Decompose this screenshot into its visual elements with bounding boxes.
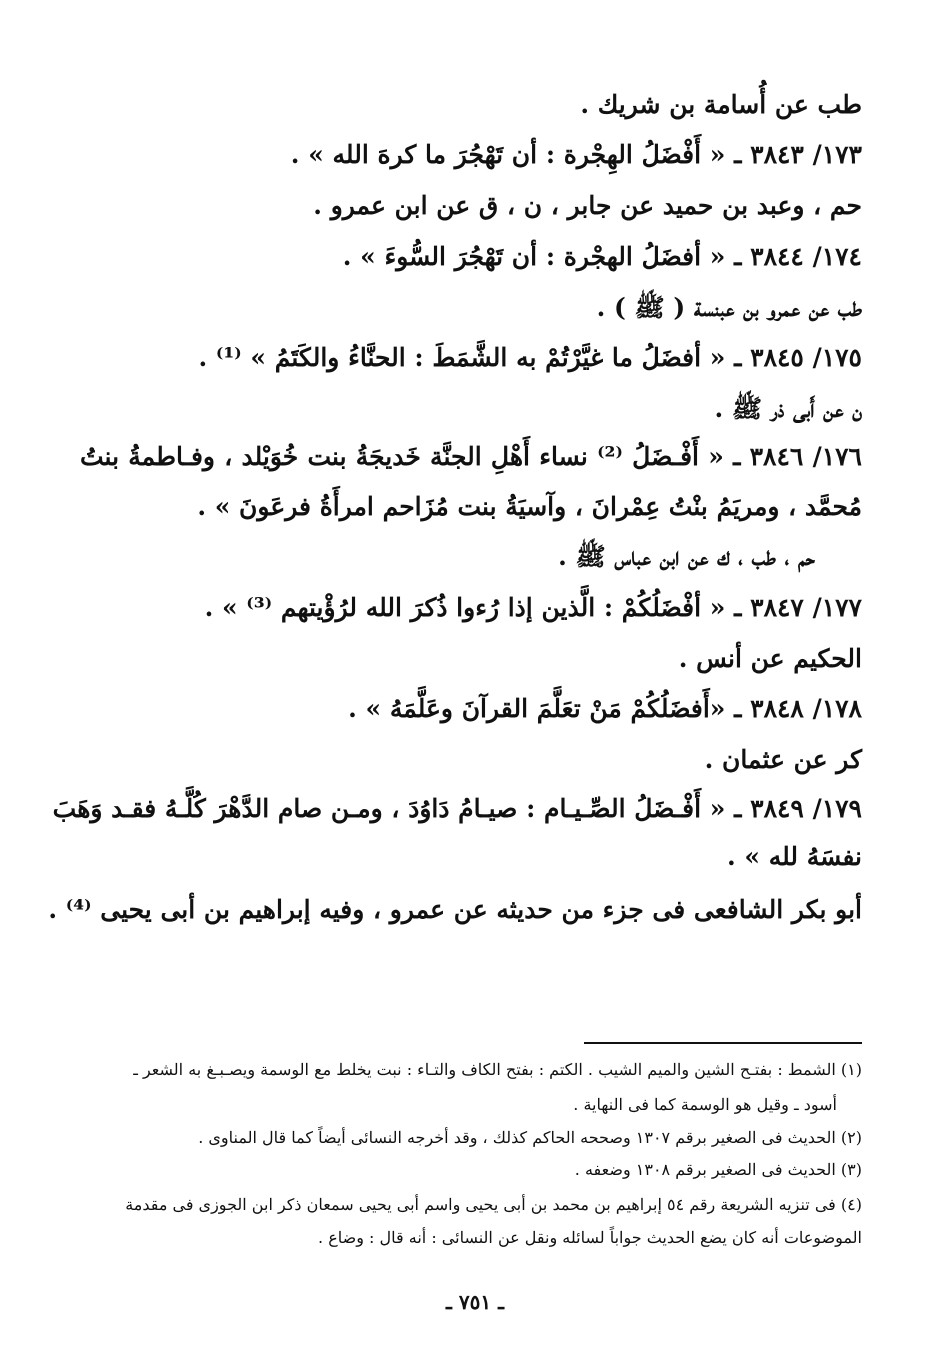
hadith-line: ١٧٨/ ٣٨٤٨ ـ «أَفضَلُكُمْ مَنْ تعَلَّمَ القرآنَ وعَلَّمَهُ » . [348,694,862,723]
hadith-line: ١٧٦/ ٣٨٤٦ ـ « أَفْـضَلُ ⁽²⁾ نساء أَهْلِ الجنَّة خَديجَةُ بنت خُوَيْلد ، وفـاطمةُ بنتُ [80,442,862,471]
footnote-1-continuation: أسود ـ وقيل هو الوسمة كما فى النهاية . [573,1095,837,1114]
page-number: ـ ٧٥١ ـ [446,1290,504,1314]
hadith-line: ١٧٣/ ٣٨٤٣ ـ « أَفْضَلُ الهِجْرة : أن تَهْجُرَ ما كرهَ الله » . [290,140,862,169]
footnote-separator [584,1042,862,1044]
footnote-4: (٤) فى تنزيه الشريعة رقم ٥٤ إبراهيم بن محمد بن أبى يحيى واسم أبى يحيى سمعان ذكر ابن الجوزى فى مقدمة [125,1195,862,1214]
source-line: الحكيم عن أنس . [678,644,862,673]
footnote-1: (١) الشمط : بفتـح الشين والميم الشيب . الكتم : بفتح الكاف والتـاء : نبت يخلط مع الوسمة ويصـبـغ به الشعر ـ [133,1060,862,1079]
hadith-line: ١٧٥/ ٣٨٤٥ ـ « أفضَلُ ما غيَّرْتُمْ به الشَّمَطَ : الحنَّاءُ والكَتَمُ » ⁽¹⁾ . [198,343,862,372]
hadith-line: ١٧٤/ ٣٨٤٤ ـ « أفضَلُ الهجْرة : أن تَهْجُرَ السُّوءَ » . [342,242,862,271]
source-line: كر عن عثمان . [704,745,862,774]
footnote-3: (٣) الحديث فى الصغير برقم ١٣٠٨ وضعفه . [574,1160,862,1179]
source-line: طب عن أُسامة بن شريك . [580,90,862,119]
source-line: أبو بكر الشافعى فى جزء من حديثه عن عمرو ، وفيه إبراهيم بن أبى يحيى ⁽⁴⁾ . [48,895,862,924]
footnote-2: (٢) الحديث فى الصغير برقم ١٣٠٧ وصححه الحاكم كذلك ، وقد أخرجه النسائى أيضاً كما قال المناوى . [198,1128,862,1147]
source-line: ن عن أَبى ذر ﷺ . [714,394,862,423]
footnote-4-continuation: الموضوعات أنه كان يضع الحديث جواباً لسائله ونقل عن النسائى : أنه قال : وضاع . [318,1228,862,1247]
source-line: طب عن عمرو بن عبنسة ( ﷺ ) . [596,293,862,322]
hadith-continuation-line: نفسَهُ لله » . [726,842,862,871]
hadith-line: ١٧٩/ ٣٨٤٩ ـ « أَفْـضَلُ الصِّـيـام : صيـامُ دَاوُدَ ، ومـن صام الدَّهْرَ كُلَّـهُ فقـد وَهَبَ [52,794,862,823]
hadith-line: ١٧٧/ ٣٨٤٧ ـ « أفْضَلُكُمْ : الَّذين إذا رُءوا ذُكرَ الله لرُؤْيتهم ⁽³⁾ » . [204,593,862,622]
source-line: حم ، طب ، ك عن ابن عباس ﷺ . [558,542,815,571]
source-line: حم ، وعبد بن حميد عن جابر ، ن ، ق عن ابن عمرو . [313,191,862,220]
hadith-continuation-line: مُحمَّد ، ومريَمُ بنْتُ عِمْرانَ ، وآسيَةُ بنت مُزَاحم امرأَةُ فرعَونَ » . [197,492,862,521]
